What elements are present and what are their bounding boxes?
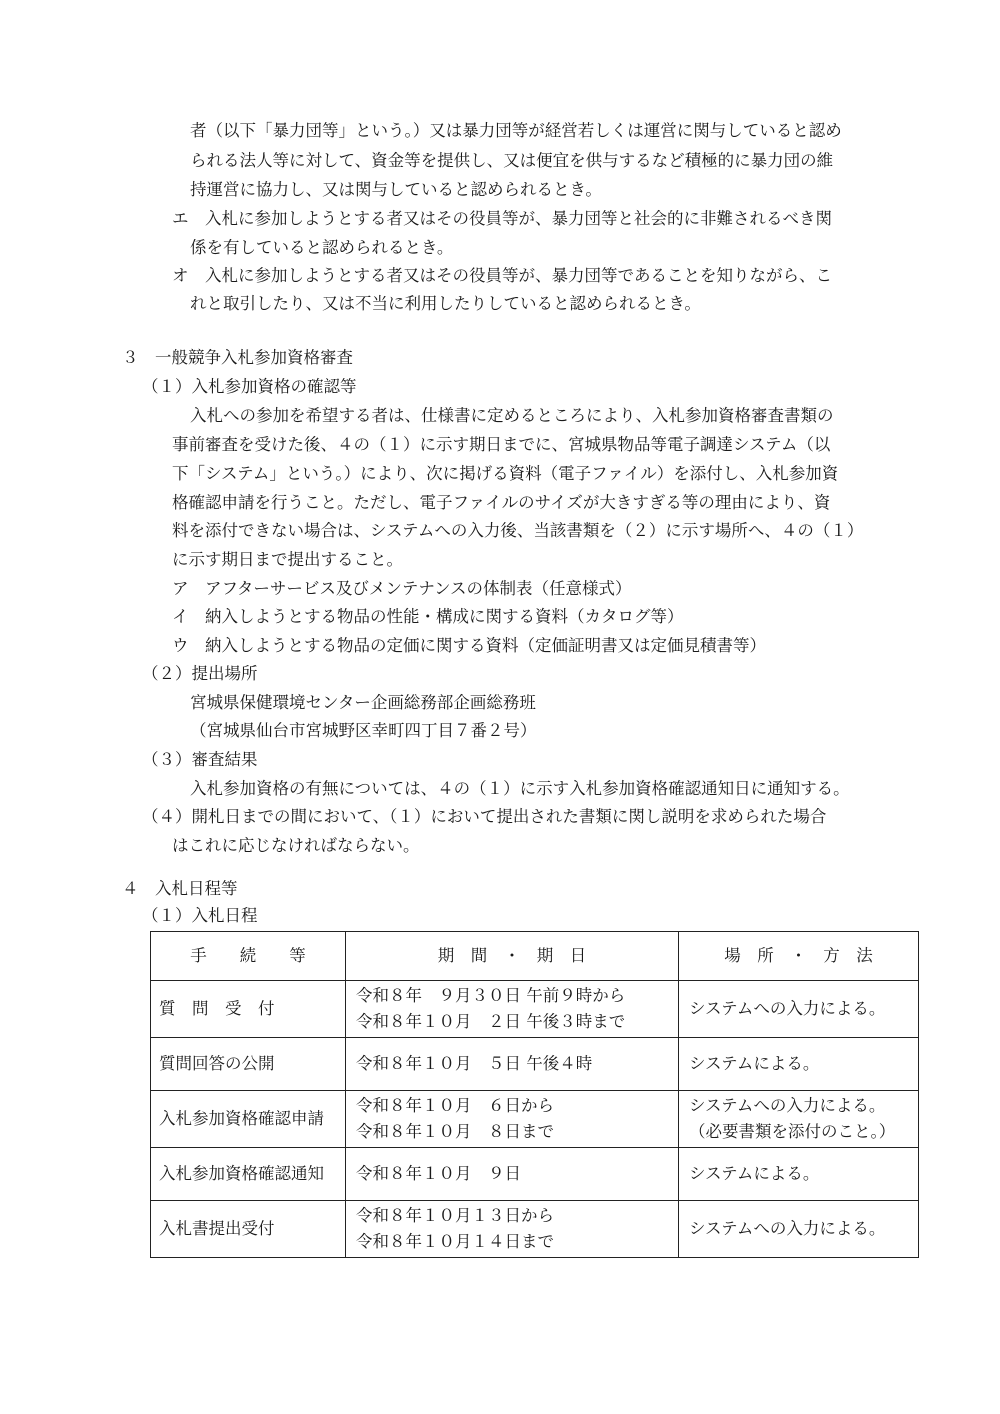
procedure-cell: 入札参加資格確認通知 (151, 1148, 346, 1201)
intro-line: 者（以下「暴力団等」という。）又は暴力団等が経営若しくは運営に関与していると認め (190, 121, 842, 140)
period-line: 令和８年１０月 ９日 (356, 1164, 521, 1183)
period-line: 令和８年１０月 ２日 午後３時まで (356, 1012, 626, 1031)
section-4-heading: ４ 入札日程等 (122, 879, 238, 898)
table-row (151, 1148, 919, 1201)
intro-line: 持運営に協力し、又は関与していると認められるとき。 (190, 180, 602, 199)
table-header-row (151, 932, 919, 981)
item-e-line: 係を有していると認められるとき。 (190, 238, 454, 257)
period-line: 令和８年１０月 ５日 午後４時 (356, 1054, 593, 1073)
header-procedure: 手 続 等 (151, 932, 346, 981)
section-3-heading: ３ 一般競争入札参加資格審査 (122, 348, 353, 367)
table-row (151, 1038, 919, 1091)
section-3-1-body-line: 入札への参加を希望する者は、仕様書に定めるところにより、入札参加資格審査書類の (190, 406, 834, 425)
method-cell (679, 1148, 919, 1201)
period-line: 令和８年１０月１３日から (356, 1206, 554, 1225)
header-method: 場 所 ・ 方 法 (679, 932, 919, 981)
period-cell (346, 1091, 679, 1148)
schedule-table (150, 931, 919, 1258)
method-cell (679, 1091, 919, 1148)
method-line: システムによる。 (689, 1054, 820, 1073)
period-cell (346, 981, 679, 1038)
procedure-cell: 質 問 受 付 (151, 981, 346, 1038)
section-3-2-heading: （２）提出場所 (142, 664, 258, 683)
period-cell (346, 1148, 679, 1201)
document-list-item: ア アフターサービス及びメンテナンスの体制表（任意様式） (172, 579, 632, 598)
item-o-line: れと取引したり、又は不当に利用したりしていると認められるとき。 (190, 294, 701, 313)
section-3-4-line: （４）開札日までの間において、（１）において提出された書類に関し説明を求められた場合 (142, 807, 827, 826)
section-4-1-heading: （１）入札日程 (142, 906, 258, 925)
section-3-3-body: 入札参加資格の有無については、４の（１）に示す入札参加資格確認通知日に通知する。 (190, 779, 850, 798)
method-line: システムへの入力による。 (689, 999, 886, 1018)
period-line: 令和８年１０月１４日まで (356, 1232, 554, 1251)
method-line: システムへの入力による。 (689, 1096, 886, 1115)
section-3-1-heading: （１）入札参加資格の確認等 (142, 377, 357, 396)
section-3-1-body-line: 事前審査を受けた後、４の（１）に示す期日までに、宮城県物品等電子調達システム（以 (172, 435, 831, 454)
method-cell (679, 981, 919, 1038)
item-e-line: エ 入札に参加しようとする者又はその役員等が、暴力団等と社会的に非難されるべき関 (172, 209, 832, 228)
method-line: システムへの入力による。 (689, 1219, 886, 1238)
section-3-1-body-line: 下「システム」という。）により、次に掲げる資料（電子ファイル）を添付し、入札参加資 (172, 464, 839, 483)
section-3-1-body-line: に示す期日まで提出すること。 (172, 550, 403, 569)
submission-address: （宮城県仙台市宮城野区幸町四丁目７番２号） (190, 721, 537, 740)
item-o-line: オ 入札に参加しようとする者又はその役員等が、暴力団等であることを知りながら、こ (172, 266, 832, 285)
header-period: 期 間 ・ 期 日 (346, 932, 679, 981)
section-3-1-body-line: 格確認申請を行うこと。ただし、電子ファイルのサイズが大きすぎる等の理由により、資 (172, 493, 831, 512)
method-line: （必要書類を添付のこと。） (689, 1122, 896, 1141)
document-list-item: ウ 納入しようとする物品の定価に関する資料（定価証明書又は定価見積書等） (172, 636, 766, 655)
procedure-cell: 質問回答の公開 (151, 1038, 346, 1091)
section-3-3-heading: （３）審査結果 (142, 750, 258, 769)
document-list-item: イ 納入しようとする物品の性能・構成に関する資料（カタログ等） (172, 607, 684, 626)
intro-line: られる法人等に対して、資金等を提供し、又は便宜を供与するなど積極的に暴力団の維 (190, 151, 834, 170)
submission-place: 宮城県保健環境センター企画総務部企画総務班 (190, 693, 536, 712)
period-line: 令和８年１０月 ８日まで (356, 1122, 554, 1141)
method-cell (679, 1201, 919, 1258)
section-3-1-body-line: 料を添付できない場合は、システムへの入力後、当該書類を（２）に示す場所へ、４の（１） (172, 521, 864, 540)
section-3-4-line: はこれに応じなければならない。 (172, 836, 420, 855)
procedure-cell: 入札書提出受付 (151, 1201, 346, 1258)
method-cell (679, 1038, 919, 1091)
method-line: システムによる。 (689, 1164, 820, 1183)
period-line: 令和８年 ９月３０日 午前９時から (356, 986, 626, 1005)
period-cell (346, 1038, 679, 1091)
period-line: 令和８年１０月 ６日から (356, 1096, 554, 1115)
period-cell (346, 1201, 679, 1258)
procedure-cell: 入札参加資格確認申請 (151, 1091, 346, 1148)
table-row (151, 981, 919, 1038)
table-row (151, 1091, 919, 1148)
table-row (151, 1201, 919, 1258)
